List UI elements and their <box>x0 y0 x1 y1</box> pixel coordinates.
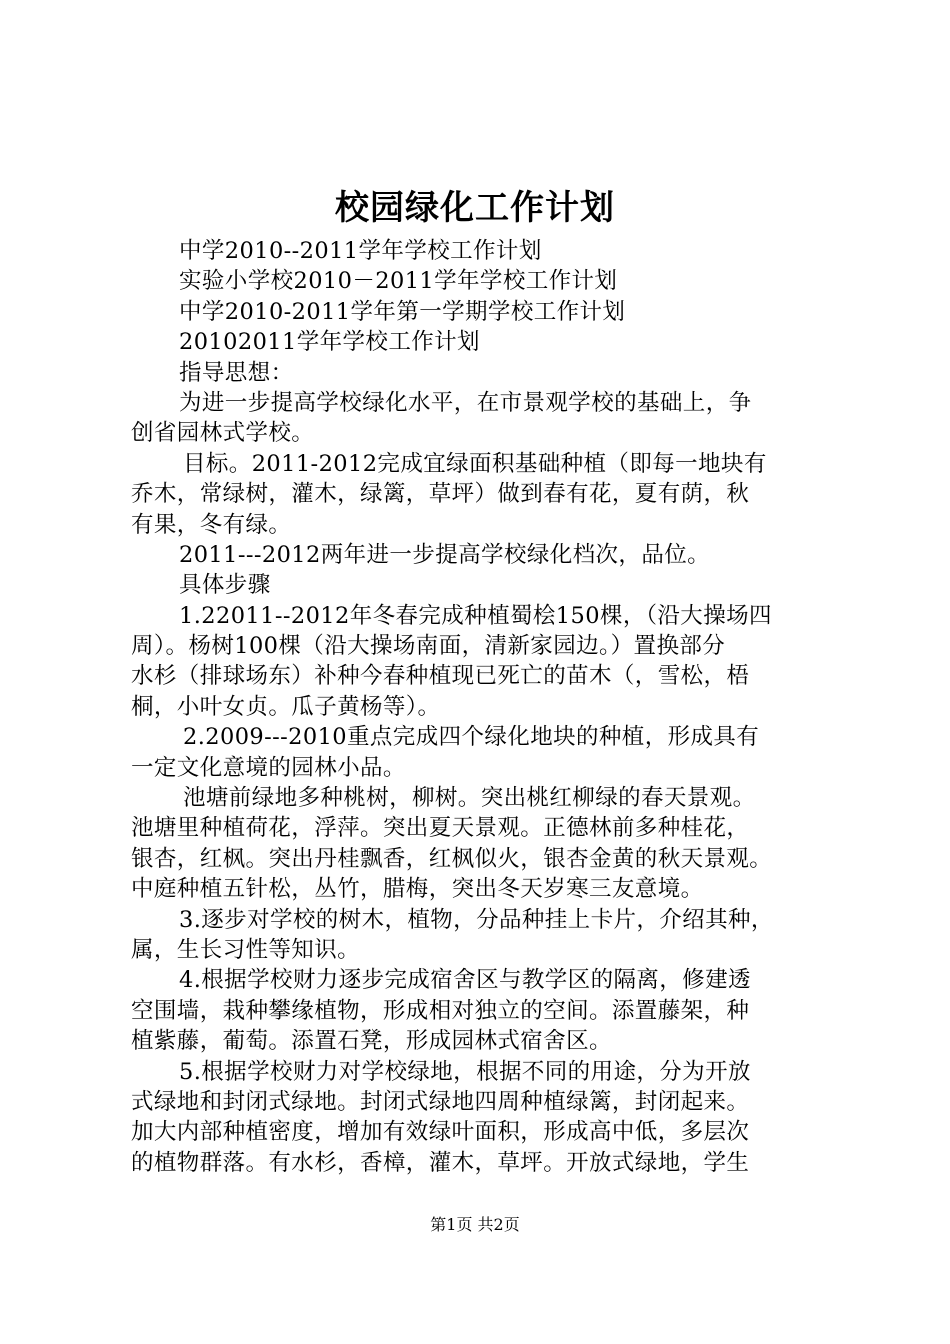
text-line: 有果，冬有绿。 <box>131 511 292 538</box>
document-title: 校园绿化工作计划 <box>335 188 615 228</box>
text-line: 实验小学校2010－2011学年学校工作计划 <box>179 268 618 295</box>
page-footer: 第1页 共2页 <box>430 1215 520 1234</box>
text-line: 中学2010-2011学年第一学期学校工作计划 <box>179 298 626 325</box>
text-line: 2.2009---2010重点完成四个绿化地块的种植，形成具有 <box>183 724 760 751</box>
text-line: 周）。杨树100棵（沿大操场南面，清新家园边。）置换部分 <box>131 633 726 660</box>
text-line: 池塘前绿地多种桃树，柳树。突出桃红柳绿的春天景观。 <box>183 785 756 812</box>
text-line: 桐，小叶女贞。瓜子黄杨等）。 <box>131 693 441 720</box>
text-line: 中庭种植五针松，丛竹，腊梅，突出冬天岁寒三友意境。 <box>131 876 704 903</box>
text-line: 一定文化意境的园林小品。 <box>131 754 406 781</box>
text-line: 中学2010--2011学年学校工作计划 <box>179 238 542 264</box>
text-line: 指导思想： <box>179 359 294 386</box>
text-line: 的植物群落。有水杉，香樟，灌木，草坪。开放式绿地，学生 <box>131 1149 750 1176</box>
text-line: 池塘里种植荷花，浮萍。突出夏天景观。正德林前多种桂花， <box>131 815 750 842</box>
text-line: 具体步骤 <box>179 572 271 599</box>
document-body <box>131 236 831 1178</box>
text-line: 为进一步提高学校绿化水平，在市景观学校的基础上，争 <box>179 389 752 416</box>
text-line: 植紫藤，葡萄。添置石凳，形成园林式宿舍区。 <box>131 1028 612 1055</box>
text-line: 5.根据学校财力对学校绿地，根据不同的用途，分为开放 <box>179 1058 751 1085</box>
text-line: 2011---2012两年进一步提高学校绿化档次，品位。 <box>179 541 711 568</box>
text-line: 属，生长习性等知识。 <box>131 936 361 963</box>
text-line: 乔木，常绿树，灌木，绿篱，草坪）做到春有花，夏有荫，秋 <box>131 481 750 508</box>
text-line: 1.22011--2012年冬春完成种植蜀桧150棵，（沿大操场四 <box>179 602 772 629</box>
text-line: 20102011学年学校工作计划 <box>179 329 480 356</box>
text-line: 4.根据学校财力逐步完成宿舍区与教学区的隔离，修建透 <box>179 967 751 994</box>
text-line: 水杉（排球场东）补种今春种植现已死亡的苗木（，雪松，梧 <box>131 663 750 690</box>
text-line: 银杏，红枫。突出丹桂飘香，红枫似火，银杏金黄的秋天景观。 <box>131 845 773 872</box>
text-line: 加大内部种植密度，增加有效绿叶面积，形成高中低，多层次 <box>131 1119 750 1146</box>
text-line: 空围墙，栽种攀缘植物，形成相对独立的空间。添置藤架，种 <box>131 997 750 1024</box>
text-line: 3.逐步对学校的树木，植物，分品种挂上卡片，介绍其种， <box>179 906 774 933</box>
text-line: 目标。2011-2012完成宜绿面积基础种植（即每一地块有 <box>183 450 767 477</box>
text-line: 式绿地和封闭式绿地。封闭式绿地四周种植绿篱，封闭起来。 <box>131 1088 750 1115</box>
text-line: 创省园林式学校。 <box>131 420 315 447</box>
